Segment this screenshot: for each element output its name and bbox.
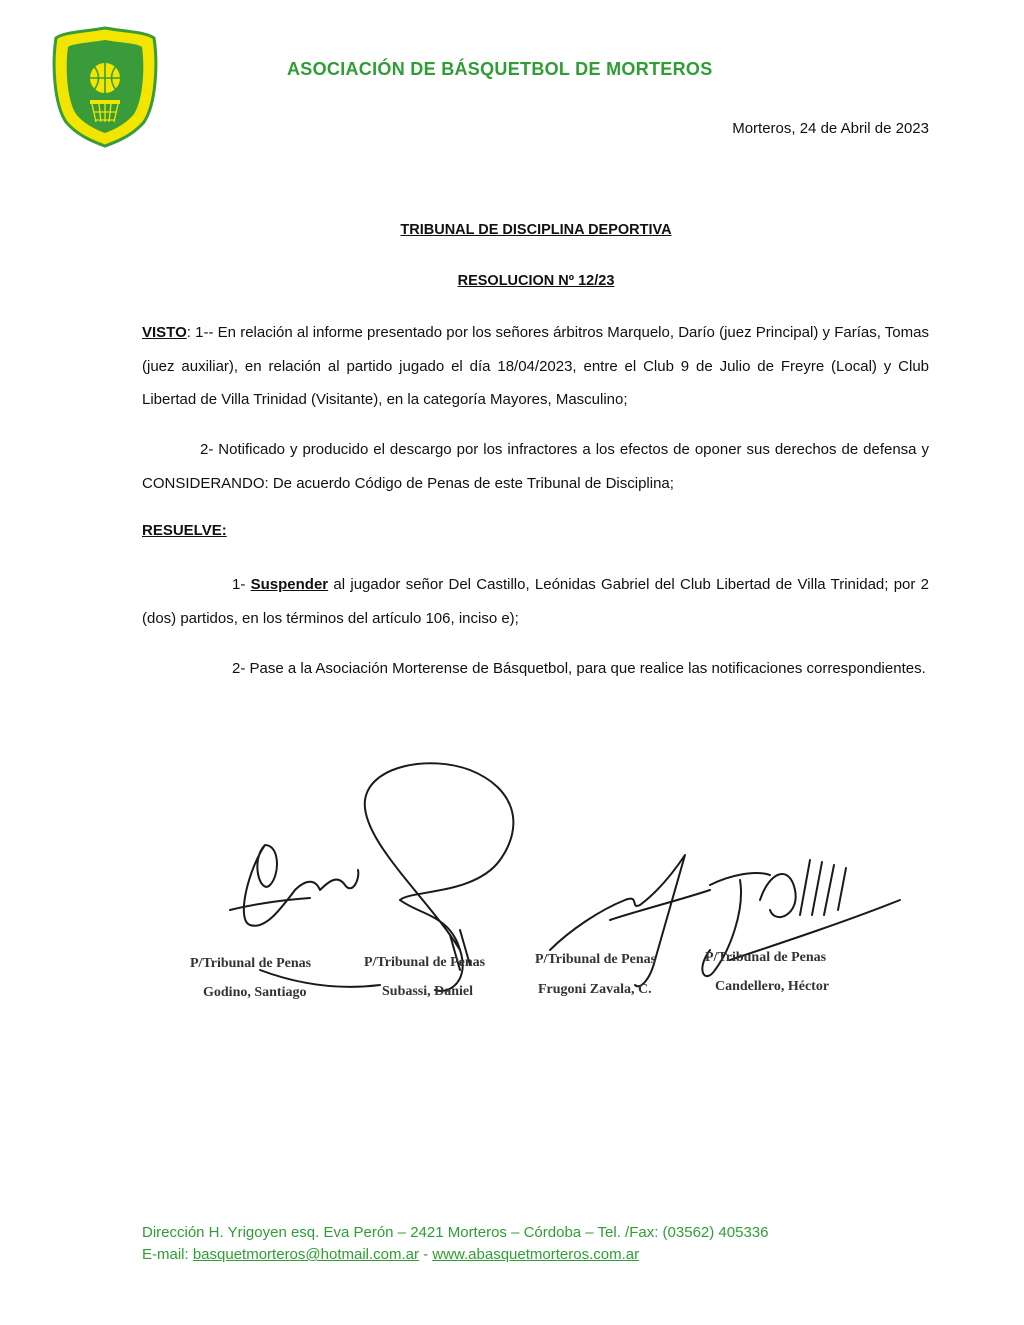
signature-3-role: P/Tribunal de Penas xyxy=(535,952,657,967)
signatures-area xyxy=(170,750,930,1030)
document-date: Morteros, 24 de Abril de 2023 xyxy=(732,120,929,137)
tribunal-heading: TRIBUNAL DE DISCIPLINA DEPORTIVA xyxy=(400,222,672,238)
footer-separator: - xyxy=(419,1246,433,1263)
visto-text: : 1-- En relación al informe presentado por los señores árbitros Marquelo, Darío (juez Principal) y Farías, Tomas (juez auxiliar), en relación al partido jugado el día 18/04/2023, entre el Club 9 de Julio de Freyre (Local) y Club Libertad de Villa Trinidad (Visitante), en la categoría Mayores, Masculino; xyxy=(142,324,929,408)
basketball-shield-icon xyxy=(52,26,158,150)
r1-keyword: Suspender xyxy=(250,576,329,593)
signature-3-name: Frugoni Zavala, C. xyxy=(538,982,652,997)
footer-email-link[interactable]: basquetmorteros@hotmail.com.ar xyxy=(192,1246,419,1263)
visto-paragraph xyxy=(142,316,929,417)
footer-address: Dirección H. Yrigoyen esq. Eva Perón – 2421 Morteros – Córdoba – Tel. /Fax: (03562) 405336 xyxy=(142,1224,769,1241)
signature-2-name: Subassi, Daniel xyxy=(382,984,474,999)
org-title: ASOCIACIÓN DE BÁSQUETBOL DE MORTEROS xyxy=(287,59,713,79)
resolution-item-1 xyxy=(142,568,929,635)
footer-email-prefix: E-mail: xyxy=(142,1246,193,1263)
footer-website-link[interactable]: www.abasquetmorteros.com.ar xyxy=(432,1246,640,1263)
resolution-item-2: 2- Pase a la Asociación Morterense de Básquetbol, para que realice las notificaciones correspondientes. xyxy=(232,660,926,677)
r1-prefix: 1- xyxy=(232,576,251,593)
footer-contact xyxy=(142,1244,768,1266)
resuelve-label: RESUELVE: xyxy=(142,522,227,539)
r1-text: al jugador señor Del Castillo, Leónidas Gabriel del Club Libertad de Villa Trinidad; por 2 (dos) partidos, en los términos del artículo 106, inciso e); xyxy=(142,576,929,627)
footer xyxy=(142,1222,768,1266)
association-logo xyxy=(52,26,158,150)
signature-1-role: P/Tribunal de Penas xyxy=(190,956,312,971)
signature-4-role: P/Tribunal de Penas xyxy=(705,950,827,965)
signature-1-name: Godino, Santiago xyxy=(203,985,307,1000)
visto-label: VISTO xyxy=(142,324,187,341)
resolution-heading: RESOLUCION Nº 12/23 xyxy=(457,273,615,289)
item2-paragraph: 2- Notificado y producido el descargo por los infractores a los efectos de oponer sus derechos de defensa y CONSIDERANDO: De acuerdo Código de Penas de este Tribunal de Disciplina; xyxy=(142,441,929,492)
signature-2-role: P/Tribunal de Penas xyxy=(364,955,486,970)
signature-4-name: Candellero, Héctor xyxy=(715,979,830,994)
